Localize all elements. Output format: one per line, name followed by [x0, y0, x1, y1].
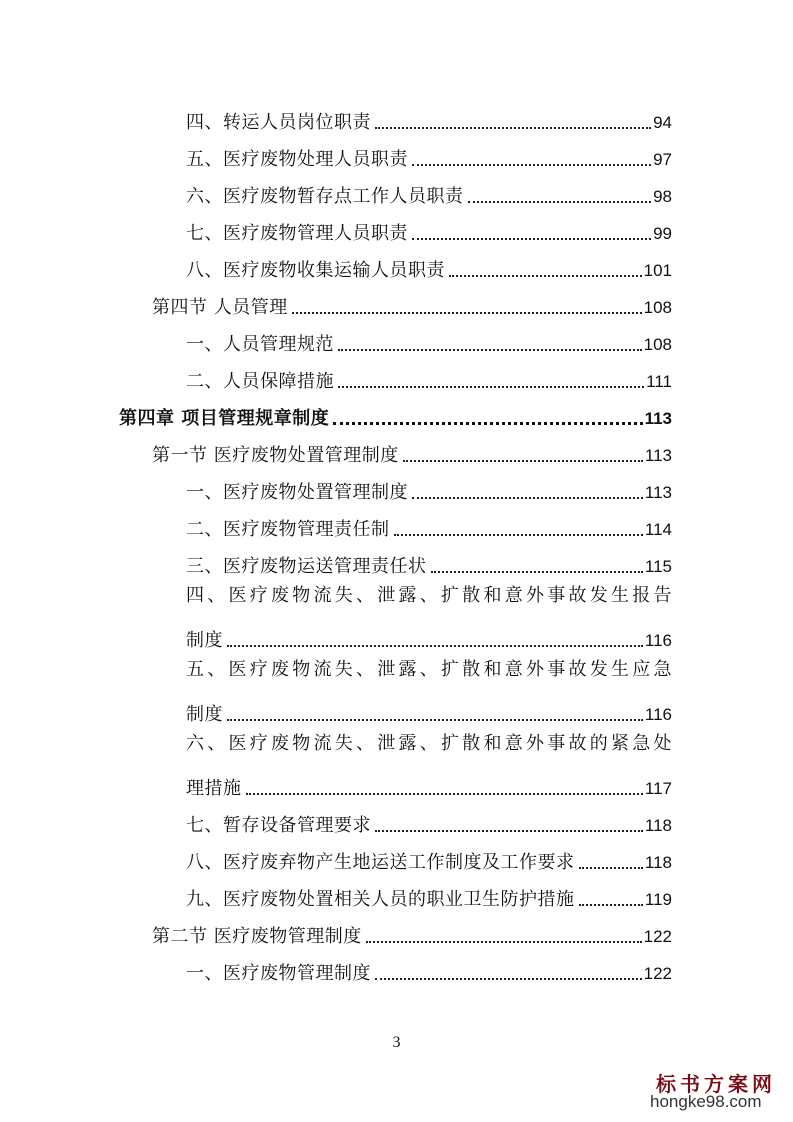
- watermark-url: hongke98.com: [650, 1092, 762, 1111]
- toc-chapter-entry[interactable]: [119, 400, 672, 430]
- toc-entry-page: 114: [644, 520, 672, 539]
- dot-leader: [579, 904, 643, 906]
- toc-entry-title: 四、转运人员岗位职责: [186, 112, 371, 133]
- toc-entry-title: 一、医疗废物处置管理制度: [186, 482, 408, 503]
- dot-leader: [375, 830, 643, 832]
- toc-entry-page: 111: [646, 372, 672, 391]
- toc-entry-title: 二、人员保障措施: [186, 371, 334, 392]
- toc-entry-title: 七、暂存设备管理要求: [186, 815, 371, 836]
- dot-leader: [412, 238, 651, 240]
- toc-entry[interactable]: [186, 881, 672, 911]
- toc-entry-title: 二、医疗废物管理责任制: [186, 519, 390, 540]
- dot-leader: [403, 460, 643, 462]
- toc-entry-title: 第一节 医疗废物处置管理制度: [152, 445, 399, 466]
- toc-entry-page: 117: [644, 779, 672, 798]
- toc-entry-page: 122: [643, 964, 672, 983]
- toc-entry-title: 五、医疗废物处理人员职责: [186, 149, 408, 170]
- toc-entry-title: 八、医疗废物收集运输人员职责: [186, 260, 445, 281]
- toc-entry-title: 第四节 人员管理: [152, 297, 288, 318]
- toc-entry[interactable]: [186, 844, 672, 874]
- toc-entry[interactable]: [186, 141, 672, 171]
- toc-entry[interactable]: [186, 548, 672, 578]
- toc-entry-title: 制度: [186, 704, 223, 725]
- toc-entry[interactable]: [186, 770, 672, 800]
- toc-entry-page: 113: [644, 483, 672, 502]
- toc-entry-title-line1[interactable]: 六、医疗废物流失、泄露、扩散和意外事故的紧急处: [186, 733, 672, 754]
- toc-entry[interactable]: [186, 622, 672, 652]
- watermark-logo-text: 标书方案网: [656, 1072, 776, 1096]
- dot-leader: [375, 127, 651, 129]
- toc-entry-page: 116: [644, 631, 672, 650]
- toc-section-entry[interactable]: [152, 289, 672, 319]
- toc-entry-page: 98: [653, 187, 672, 206]
- toc-entry[interactable]: [186, 511, 672, 541]
- toc-section-entry[interactable]: [152, 437, 672, 467]
- toc-entry-page: 108: [643, 335, 672, 354]
- toc-entry-title: 九、医疗废物处置相关人员的职业卫生防护措施: [186, 889, 575, 910]
- toc-entry-title: 一、人员管理规范: [186, 334, 334, 355]
- toc-entry[interactable]: [186, 696, 672, 726]
- toc-entry[interactable]: [186, 252, 672, 282]
- toc-entry-title: 理措施: [186, 778, 242, 799]
- dot-leader: [394, 534, 643, 536]
- toc-entry-page: 94: [653, 113, 672, 132]
- toc-entry[interactable]: [186, 178, 672, 208]
- toc-entry-page: 115: [644, 557, 672, 576]
- toc-entry[interactable]: [186, 215, 672, 245]
- toc-entry[interactable]: [186, 474, 672, 504]
- page-number: 3: [392, 1034, 401, 1051]
- toc-entry-page: 99: [653, 224, 672, 243]
- toc-entry-title: 制度: [186, 630, 223, 651]
- dot-leader: [366, 941, 642, 943]
- toc-entry-title: 第二节 医疗废物管理制度: [152, 926, 362, 947]
- dot-leader: [579, 867, 643, 869]
- toc-section-entry[interactable]: [152, 918, 672, 948]
- toc-entry-page: 113: [644, 409, 672, 428]
- toc-entry[interactable]: [186, 104, 672, 134]
- dot-leader: [333, 422, 642, 425]
- dot-leader: [246, 793, 643, 795]
- dot-leader: [449, 275, 642, 277]
- toc-entry-title-line1[interactable]: 四、医疗废物流失、泄露、扩散和意外事故发生报告: [186, 585, 672, 606]
- toc-entry-title: 第四章 项目管理规章制度: [119, 408, 330, 429]
- toc-entry[interactable]: [186, 363, 672, 393]
- dot-leader: [375, 978, 642, 980]
- toc-entry-title: 一、医疗废物管理制度: [186, 963, 371, 984]
- toc-entry-page: 119: [644, 890, 672, 909]
- dot-leader: [412, 164, 651, 166]
- toc-entry-page: 122: [643, 927, 672, 946]
- toc-entry-title: 七、医疗废物管理人员职责: [186, 223, 408, 244]
- toc-entry-page: 101: [643, 261, 672, 280]
- dot-leader: [468, 201, 652, 203]
- toc-entry-title-line1[interactable]: 五、医疗废物流失、泄露、扩散和意外事故发生应急: [186, 659, 672, 680]
- toc-entry[interactable]: [186, 326, 672, 356]
- toc-entry-page: 97: [653, 150, 672, 169]
- toc-entry-title: 六、医疗废物暂存点工作人员职责: [186, 186, 464, 207]
- toc-entry[interactable]: [186, 807, 672, 837]
- dot-leader: [338, 386, 644, 388]
- toc-entry-page: 113: [644, 446, 672, 465]
- dot-leader: [292, 312, 642, 314]
- dot-leader: [431, 571, 643, 573]
- toc-entry-title: 三、医疗废物运送管理责任状: [186, 556, 427, 577]
- toc-entry-page: 116: [644, 705, 672, 724]
- dot-leader: [227, 645, 643, 647]
- dot-leader: [412, 497, 643, 499]
- dot-leader: [227, 719, 643, 721]
- toc-entry[interactable]: [186, 955, 672, 985]
- toc-entry-page: 118: [644, 853, 672, 872]
- toc-entry-page: 108: [643, 298, 672, 317]
- dot-leader: [338, 349, 642, 351]
- toc-entry-title: 八、医疗废弃物产生地运送工作制度及工作要求: [186, 852, 575, 873]
- toc-entry-page: 118: [644, 816, 672, 835]
